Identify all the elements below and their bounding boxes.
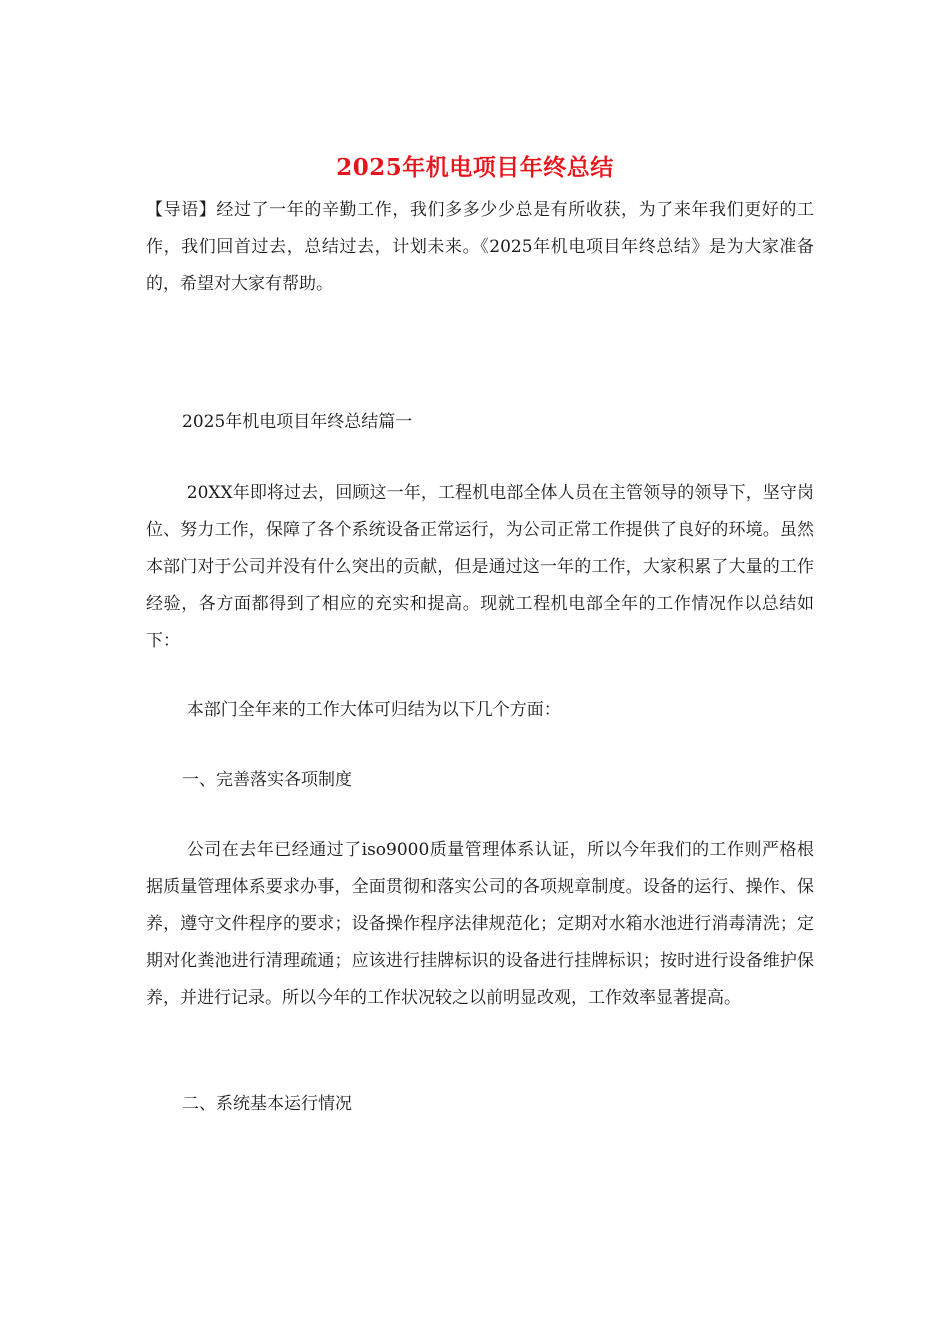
intro-paragraph: 【导语】经过了一年的辛勤工作，我们多多少少总是有所收获，为了来年我们更好的工作，我们回首过去，总结过去，计划未来。《2025年机电项目年终总结》是为大家准备的，希望对大家有帮助。 bbox=[146, 200, 814, 294]
section-title: 2025年机电项目年终总结篇一 bbox=[182, 412, 413, 432]
section-heading-1: 一、完善落实各项制度 bbox=[182, 770, 352, 790]
document-title: 2025年机电项目年终总结 bbox=[336, 154, 614, 181]
section-heading-2: 二、系统基本运行情况 bbox=[182, 1094, 352, 1114]
body-paragraph-1: 20XX年即将过去，回顾这一年，工程机电部全体人员在主管领导的领导下，坚守岗位、努力工作，保障了各个系统设备正常运行，为公司正常工作提供了良好的环境。虽然本部门对于公司并没有什么突出的贡献，但是通过这一年的工作，大家积累了大量的工作经验，各方面都得到了相应的充实和提高。现就工程机电部全年的工作情况作以总结如下： bbox=[146, 483, 814, 651]
body-paragraph-3: 公司在去年已经通过了iso9000质量管理体系认证，所以今年我们的工作则严格根据质量管理体系要求办事，全面贯彻和落实公司的各项规章制度。设备的运行、操作、保养，遵守文件程序的要求；设备操作程序法律规范化；定期对水箱水池进行消毒清洗；定期对化粪池进行清理疏通；应该进行挂牌标识的设备进行挂牌标识；按时进行设备维护保养，并进行记录。所以今年的工作状况较之以前明显改观，工作效率显著提高。 bbox=[146, 840, 814, 1008]
body-paragraph-2: 本部门全年来的工作大体可归结为以下几个方面： bbox=[186, 700, 561, 720]
